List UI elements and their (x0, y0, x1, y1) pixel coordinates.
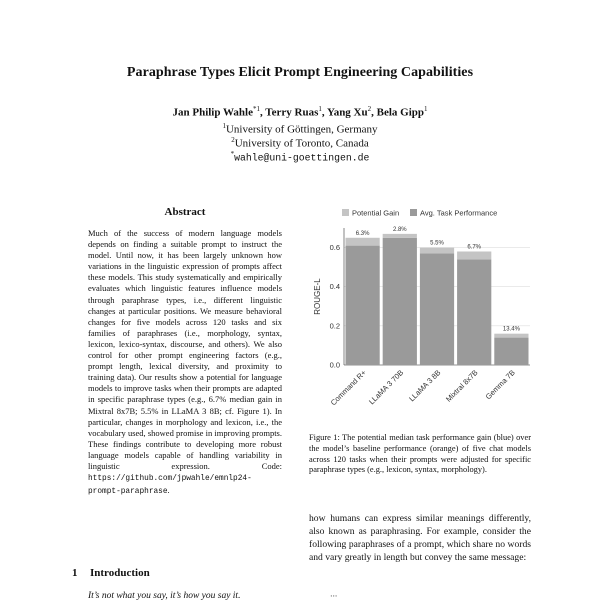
author-affiliation-marker: 1 (318, 105, 322, 113)
legend-swatch-gain (342, 209, 349, 216)
bar-avg-performance (494, 338, 528, 365)
bar-avg-performance (345, 246, 379, 365)
affiliation-1 (0, 122, 600, 136)
abstract-text: Much of the success of modern language models depends on finding a suitable prompt to instruct the model. Until now, it has been largely unknown how variations in the linguistic expression of prompts affect these models. This study systematically and empirically evaluates which linguistic features influence models through paraphrase types, i.e., different linguistic changes at particular positions. We measure behavioral changes for five models across 120 tasks and six families of paraphrases (i.e., morphology, syntax, lexicon, lexico-syntax, discourse, and others). We also control for other prompt engineering factors (e.g., prompt length, lexical diversity, and proximity to training data). Our results show a potential for language models to improve tasks when their prompts are adapted in specific paraphrase types (e.g., 6.7% median gain in Mixtral 8x7B; 5.5% in LLaMA 3 8B; cf. Figure 1). In particular, changes in morphology and lexicon, i.e., the vocabulary used, showed promise in improving prompts. These findings contribute to developing more robust language models capable of handling variability in linguistic expression. Code: (88, 228, 282, 471)
section-heading-introduction (72, 567, 150, 579)
bar-gain-label: 2.8% (392, 226, 407, 233)
y-tick-label: 0.6 (329, 243, 340, 253)
abstract-end: . (167, 485, 170, 496)
author-name: Bela Gipp (376, 106, 424, 119)
author-affiliation-marker: 2 (367, 105, 372, 113)
bar-potential-gain (457, 251, 491, 259)
legend-swatch-base (410, 209, 417, 216)
bar-potential-gain (420, 248, 454, 254)
x-tick-label: Mixtral 8x7B (444, 368, 480, 404)
body-continuation: ··· (330, 592, 338, 602)
author-email (0, 150, 600, 163)
author-affiliation-marker: 1 (424, 105, 428, 113)
author-separator: , (371, 106, 377, 119)
intro-quote: It’s not what you say, it’s how you say it. (88, 591, 241, 601)
author-name: Yang Xu (326, 106, 368, 119)
affiliation-2 (0, 136, 600, 150)
x-tick-label: LLaMA 3 8B (407, 368, 443, 404)
author-separator: , (321, 106, 327, 119)
legend-label-base: Avg. Task Performance (420, 208, 498, 218)
section-number: 1 (72, 567, 78, 579)
abstract-body (88, 228, 282, 498)
abstract-heading: Abstract (164, 206, 206, 218)
bar-gain-label: 13.4% (502, 326, 520, 333)
affiliation-1-text: University of Göttingen, Germany (225, 123, 378, 136)
y-tick-label: 0.0 (329, 360, 340, 370)
bar-chart (308, 200, 540, 432)
figure-caption: Figure 1: The potential median task performance gain (blue) over the model’s baseline performance (orange) of five chat models across 120 tasks when their prompts were adjusted for specific paraphrase types (e.g., lexicon, syntax, morphology). (309, 433, 531, 475)
bar-gain-label: 6.3% (355, 230, 370, 237)
bar-gain-label: 6.7% (467, 244, 482, 251)
affiliation-2-marker: 2 (231, 136, 235, 144)
email-text: wahle@uni-goettingen.de (234, 152, 370, 164)
bar-avg-performance (420, 253, 454, 365)
figure-1-chart (308, 200, 540, 440)
paper-title: Paraphrase Types Elicit Prompt Engineering Capabilities (126, 65, 474, 80)
bar-potential-gain (383, 234, 417, 238)
section-title: Introduction (90, 567, 150, 579)
author-affiliation-marker: *1 (252, 105, 260, 113)
bar-potential-gain (345, 238, 379, 246)
bar-potential-gain (494, 334, 528, 338)
x-tick-label: Gemma 7B (483, 368, 517, 402)
x-tick-label: LLaMA 3 70B (366, 368, 406, 407)
bar-avg-performance (383, 238, 417, 365)
author-name: Jan Philip Wahle (172, 106, 253, 119)
affiliation-1-marker: 1 (222, 122, 226, 130)
affiliation-2-text: University of Toronto, Canada (234, 137, 369, 150)
code-link[interactable]: https://github.com/jpwahle/emnlp24-prompt-paraphrase (88, 475, 252, 497)
bar-gain-label: 5.5% (430, 240, 444, 247)
y-tick-label: 0.4 (329, 282, 340, 292)
body-paragraph: how humans can express similar meanings differently, also known as paraphrasing. For example, consider the following paraphrases of a prompt, which share no words and vary greatly in length but convey the same message: (309, 513, 531, 563)
bar-avg-performance (457, 259, 491, 365)
author-list (0, 105, 600, 119)
y-tick-label: 0.2 (329, 321, 340, 331)
author-name: Terry Ruas (265, 106, 319, 119)
email-marker: * (230, 150, 235, 158)
y-axis-label: ROUGE-L (313, 278, 322, 315)
author-separator: , (259, 106, 266, 119)
x-tick-label: Command R+ (328, 368, 369, 408)
legend-label-gain: Potential Gain (352, 208, 400, 218)
